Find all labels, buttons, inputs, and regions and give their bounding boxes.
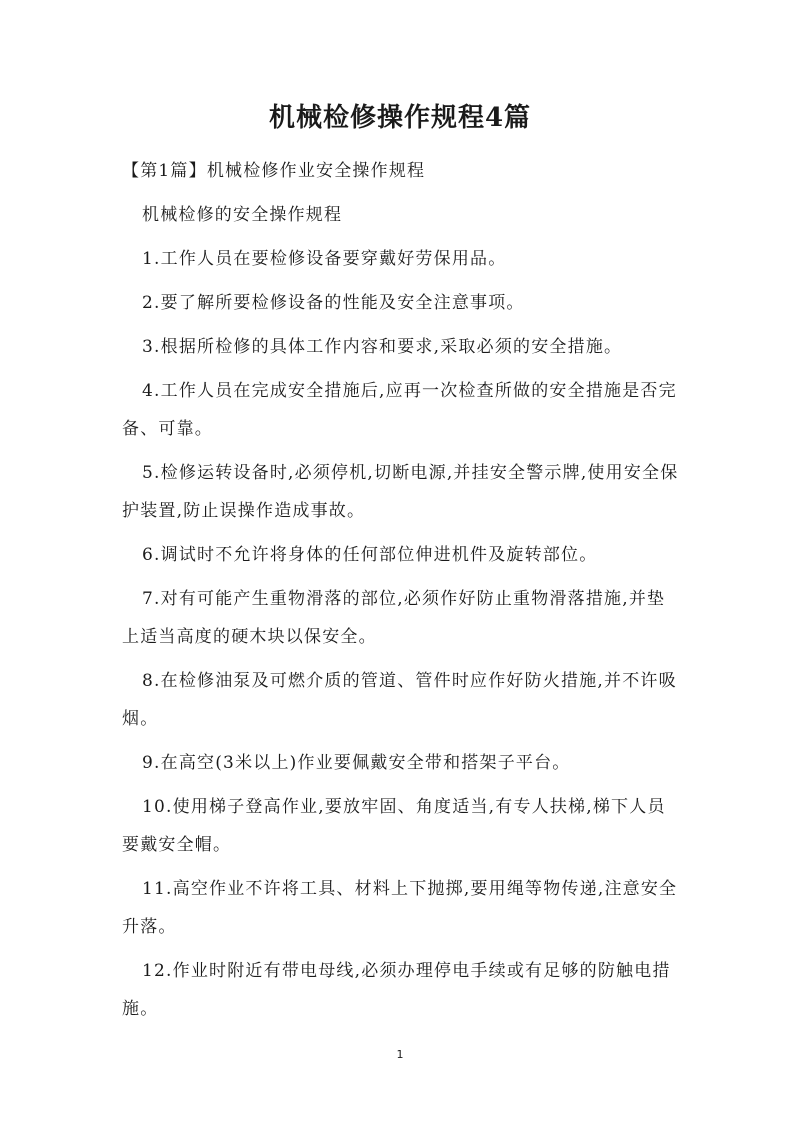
rule-item: 6.调试时不允许将身体的任何部位伸进机件及旋转部位。: [142, 545, 598, 565]
rule-item: 5.检修运转设备时,必须停机,切断电源,并挂安全警示牌,使用安全保护装置,防止误操作造成事故。: [122, 463, 679, 521]
subheading: 机械检修的安全操作规程: [142, 205, 343, 225]
rule-item: 12.作业时附近有带电母线,必须办理停电手续或有足够的防触电措施。: [122, 961, 671, 1019]
document-title: 机械检修操作规程4篇: [268, 103, 532, 133]
document-body: [122, 152, 682, 1034]
rule-item: 1.工作人员在要检修设备要穿戴好劳保用品。: [142, 249, 507, 269]
rule-item: 9.在高空(3米以上)作业要佩戴安全带和搭架子平台。: [142, 753, 571, 773]
page-number: 1: [396, 1048, 404, 1061]
rule-item: 2.要了解所要检修设备的性能及安全注意事项。: [142, 293, 525, 313]
rule-item: 11.高空作业不许将工具、材料上下抛掷,要用绳等物传递,注意安全升落。: [122, 879, 678, 937]
rule-item: 3.根据所检修的具体工作内容和要求,采取必须的安全措施。: [142, 337, 623, 357]
rule-item: 7.对有可能产生重物滑落的部位,必须作好防止重物滑落措施,并垫上适当高度的硬木块以保安全。: [122, 589, 666, 647]
section-heading: 【第1篇】机械检修作业安全操作规程: [122, 161, 426, 181]
rule-item: 10.使用梯子登高作业,要放牢固、角度适当,有专人扶梯,梯下人员要戴安全帽。: [122, 797, 666, 855]
rule-item: 4.工作人员在完成安全措施后,应再一次检查所做的安全措施是否完备、可靠。: [122, 381, 677, 439]
rule-item: 8.在检修油泵及可燃介质的管道、管件时应作好防火措施,并不许吸烟。: [122, 671, 677, 729]
